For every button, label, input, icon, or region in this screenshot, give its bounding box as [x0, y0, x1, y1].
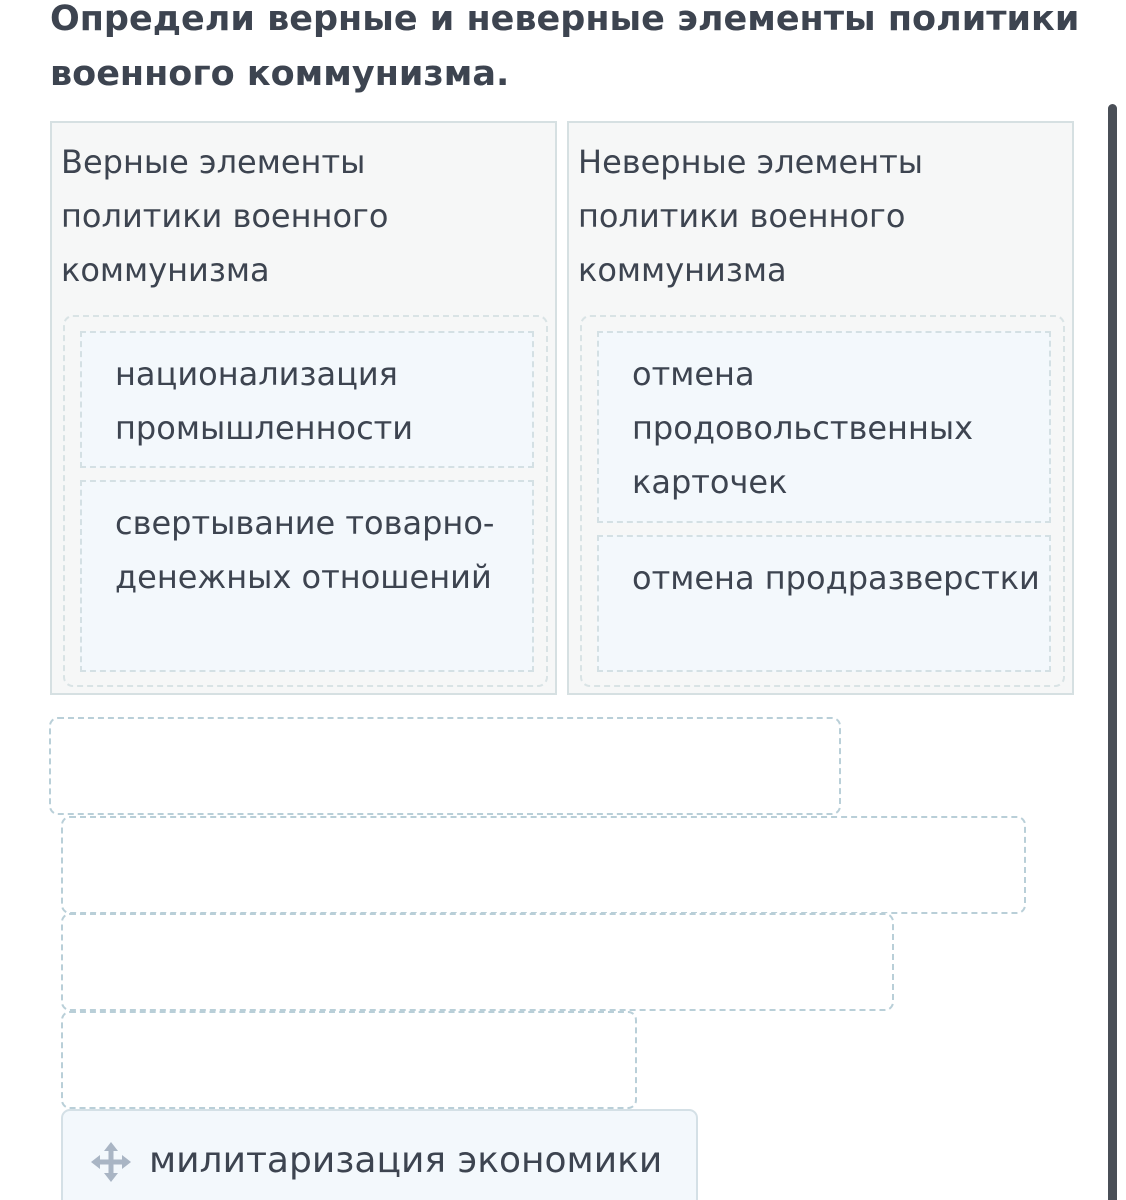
draggable-answer-item[interactable]	[61, 1109, 698, 1200]
empty-answer-slot[interactable]	[49, 717, 841, 815]
empty-answer-slot[interactable]	[61, 913, 894, 1011]
question-title: Определи верные и неверные элементы политики военного коммунизма.	[50, 0, 1080, 94]
answer-card-label: отмена продразверстки	[632, 559, 1040, 597]
drop-zone-correct[interactable]	[63, 315, 548, 687]
answer-card-label: национализация промышленности	[115, 355, 414, 447]
drop-zone-incorrect[interactable]	[580, 315, 1065, 687]
category-title-incorrect: Неверные элементы политики военного коммунизма	[578, 143, 924, 289]
draggable-item-label: милитаризация экономики	[149, 1140, 663, 1181]
answer-card-label: свертывание товарно-денежных отношений	[115, 504, 495, 596]
category-title-correct: Верные элементы политики военного коммунизма	[61, 143, 389, 289]
move-icon[interactable]	[91, 1142, 131, 1182]
answer-card[interactable]	[597, 535, 1051, 672]
answer-card[interactable]	[597, 331, 1051, 523]
answer-card[interactable]	[80, 480, 534, 672]
answer-card[interactable]	[80, 331, 534, 468]
empty-answer-slot[interactable]	[61, 816, 1026, 914]
category-column-incorrect	[567, 121, 1074, 695]
answer-card-label: отмена продовольственных карточек	[632, 355, 974, 501]
category-column-correct	[50, 121, 557, 695]
empty-answer-slot[interactable]	[61, 1011, 637, 1109]
scrollbar[interactable]	[1108, 104, 1117, 1200]
